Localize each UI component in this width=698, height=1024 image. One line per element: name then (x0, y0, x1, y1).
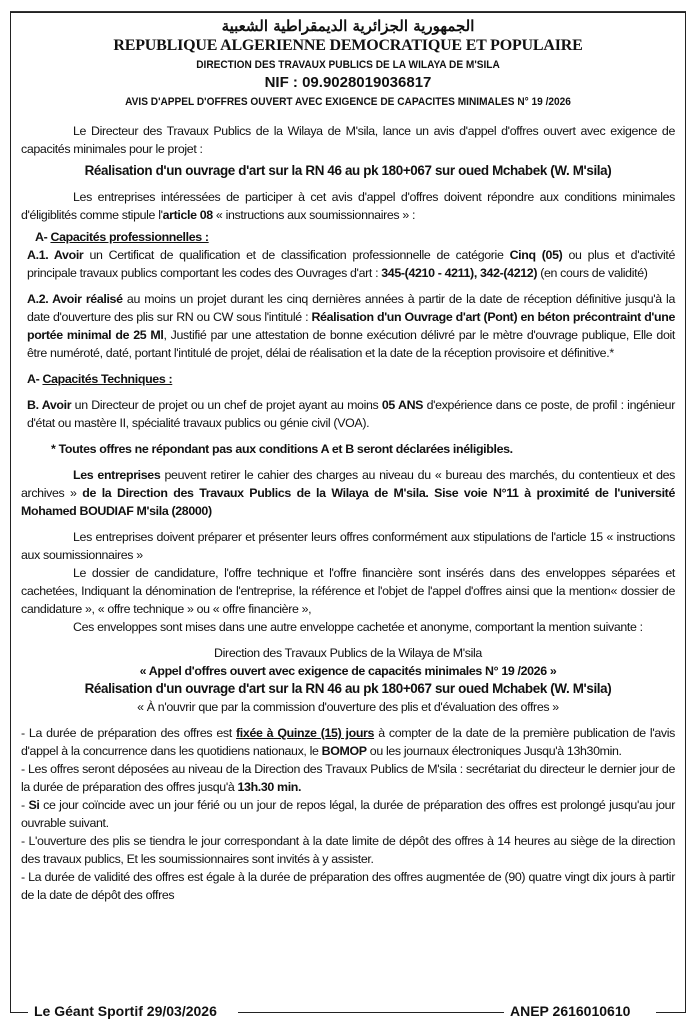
bullet-holiday (21, 796, 675, 832)
bullet-2-time: 13h.30 min. (237, 780, 302, 794)
b-text-2: d'expérience dans ce poste, de profil : ingénieur d'état ou mastère II, spécialité travaux publics ou génie civil (VOA). (27, 398, 675, 430)
requirement-a2 (27, 290, 675, 362)
withdraw-text: peuvent retirer le cahier des charges au niveau du « bureau des marchés, du contentieux et des archives » (21, 468, 675, 500)
b-text: un Directeur de projet ou un chef de projet ayant au moins (71, 398, 382, 412)
mention-line-1: Direction des Travaux Publics de la Wilaya de M'sila (214, 646, 482, 660)
bullet-3-dash: - (21, 798, 29, 812)
b-experience: 05 ANS (381, 398, 424, 412)
anep-reference: ANEP 2616010610 (510, 1003, 631, 1019)
avis-title: AVIS D'APPEL D'OFFRES OUVERT AVEC EXIGENCE DE CAPACITES MINIMALES N° 19 /2026 (125, 96, 571, 108)
withdraw-subject: Les entreprises (73, 468, 161, 482)
bullet-opening: - L'ouverture des plis se tiendra le jour correspondant à la date limite de dépôt des offres à 14 heures au siège de la direction des travaux publics, Et les soumissionnaires sont invités à y assister. (21, 834, 675, 866)
mention-line-2: « Appel d'offres ouvert avec exigence de capacités minimales N° 19 /2026 » (139, 664, 557, 678)
bullet-1-bomop: BOMOP (321, 744, 367, 758)
a1-category: Cinq (05) (509, 248, 563, 262)
article-ref: article 08 (162, 208, 213, 222)
direction-title: DIRECTION DES TRAVAUX PUBLICS DE LA WILAYA DE M'SILA (196, 59, 500, 71)
bullet-validity: - La durée de validité des offres est égale à la durée de préparation des offres augmentée de (90) quatre vingt dix jours à partir de la date de dépôt des offres (21, 870, 675, 902)
withdraw-paragraph (21, 466, 675, 520)
a1-label: A.1. Avoir (27, 248, 84, 262)
requirement-b (27, 396, 675, 432)
project-title: Réalisation d'un ouvrage d'art sur la RN 46 au pk 180+067 sur oued Mchabek (W. M'sila) (84, 163, 612, 178)
bullet-1-text: - La durée de préparation des offres est (21, 726, 237, 740)
section-b-title: Capacités Techniques : (42, 372, 173, 386)
a2-text-2: , Justifié par une attestation de bonne exécution délivré par le mètre d'ouvrage publique, Elle doit être numéroté, daté, portant l'intitulé de projet, délai de réalisation et la date de la réception provisoire et définitive.* (27, 328, 675, 360)
a1-text: un Certificat de qualification et de classification professionnelle de catégorie (83, 248, 510, 262)
ineligible-note: * Toutes offres ne répondant pas aux conditions A et B seront déclarées inéligibles. (51, 442, 513, 456)
section-a-heading (35, 228, 675, 246)
bullet-3-text: ce jour coïncide avec un jour férié ou un jour de repos légal, la durée de préparation des offres est prolongé jusqu'au jour ouvrable suivant. (21, 798, 675, 830)
intro-paragraph: Le Directeur des Travaux Publics de la Wilaya de M'sila, lance un avis d'appel d'offres ouvert avec exigence de capacités minimales pour le projet : (21, 124, 675, 156)
requirement-a1 (27, 246, 675, 282)
section-a-prefix: A- (35, 230, 48, 244)
notice-frame (10, 12, 686, 1012)
dossier-paragraph: Le dossier de candidature, l'offre technique et l'offre financière sont insérés dans des enveloppes séparées et cachetées, Indiquant la dénomination de l'entreprise, la référence et l'objet de l'appel d'offres ainsi que la mention« dossier de candidature », « offre technique » ou « offre financière », (21, 566, 675, 616)
a1-text-2: ou plus et d'activité principale travaux publics comportant les codes des Ouvrages d'art : (27, 248, 675, 280)
section-a-title: Capacités professionnelles : (50, 230, 209, 244)
section-b-heading (27, 370, 675, 388)
bullet-duration (21, 724, 675, 760)
footer-rule-middle (238, 1012, 504, 1013)
a1-codes: 345-(4210 - 4211), 342-(4212) (381, 266, 538, 280)
eligibility-text: Les entreprises intéressées de participer à cet avis d'appel d'offres doivent répondre aux conditions minimales d'éligiblités comme stipule l' (21, 190, 675, 222)
bullet-3-si: Si (28, 798, 40, 812)
republic-title: REPUBLIQUE ALGERIENNE DEMOCRATIQUE ET POPULAIRE (113, 37, 583, 54)
bullet-2-text: - Les offres seront déposées au niveau de la Direction des Travaux Publics de M'sila : secrétariat du directeur le dernier jour de la durée de préparation des offres jusqu'à (21, 762, 675, 794)
section-b-prefix: A- (27, 372, 40, 386)
bullet-deposit (21, 760, 675, 796)
envelopes-paragraph: Ces enveloppes sont mises dans une autre enveloppe cachetée et anonyme, comportant la mention suivante : (73, 620, 643, 634)
b-label: B. Avoir (27, 398, 72, 412)
nif-number: NIF : 09.9028019036817 (264, 74, 432, 91)
a2-label: A.2. Avoir réalisé (27, 292, 123, 306)
a2-requirement: Réalisation d'un Ouvrage d'art (Pont) en béton précontraint d'une portée minimal de 25 Ml (27, 310, 675, 342)
eligibility-text-end: « instructions aux soumissionnaires » : (212, 208, 416, 222)
a1-text-3: (en cours de validité) (537, 266, 648, 280)
newspaper-date: Le Géant Sportif 29/03/2026 (34, 1003, 217, 1019)
footer-rule-right (656, 1012, 686, 1013)
eligibility-paragraph (21, 188, 675, 224)
bullet-1-text-3: ou les journaux électroniques Jusqu'à 13h30min. (366, 744, 622, 758)
notice-header (11, 17, 685, 108)
a2-text: au moins un projet durant les cinq dernières années à partir de la date de réception définitive jusqu'à la date d'ouverture des plis sur RN ou CW sous l'intitulé : (27, 292, 676, 324)
footer-rule-left (10, 1012, 28, 1013)
prepare-paragraph: Les entreprises doivent préparer et présenter leurs offres conformément aux stipulations de l'article 15 « instructions aux soumissionnaires » (21, 530, 675, 562)
notice-footer (0, 1000, 698, 1024)
withdraw-address: de la Direction des Travaux Publics de la Wilaya de M'sila. Sise voie N°11 à proximité de l'université Mohamed BOUDIAF M'sila (28000) (21, 486, 675, 518)
notice-body (11, 122, 685, 904)
bullet-1-duration: fixée à Quinze (15) jours (236, 726, 375, 740)
bullet-1-text-2: à compter de la date de la première publication de l'avis d'appel à la concurrence dans les quotidiens nationaux, le (21, 726, 675, 758)
mention-line-4: « À n'ouvrir que par la commission d'ouverture des plis et d'évaluation des offres » (137, 700, 559, 714)
mention-line-3: Réalisation d'un ouvrage d'art sur la RN 46 au pk 180+067 sur oued Mchabek (W. M'sila) (84, 681, 612, 696)
arabic-title: الجمهورية الجزائرية الديمقراطية الشعبية (221, 17, 475, 35)
